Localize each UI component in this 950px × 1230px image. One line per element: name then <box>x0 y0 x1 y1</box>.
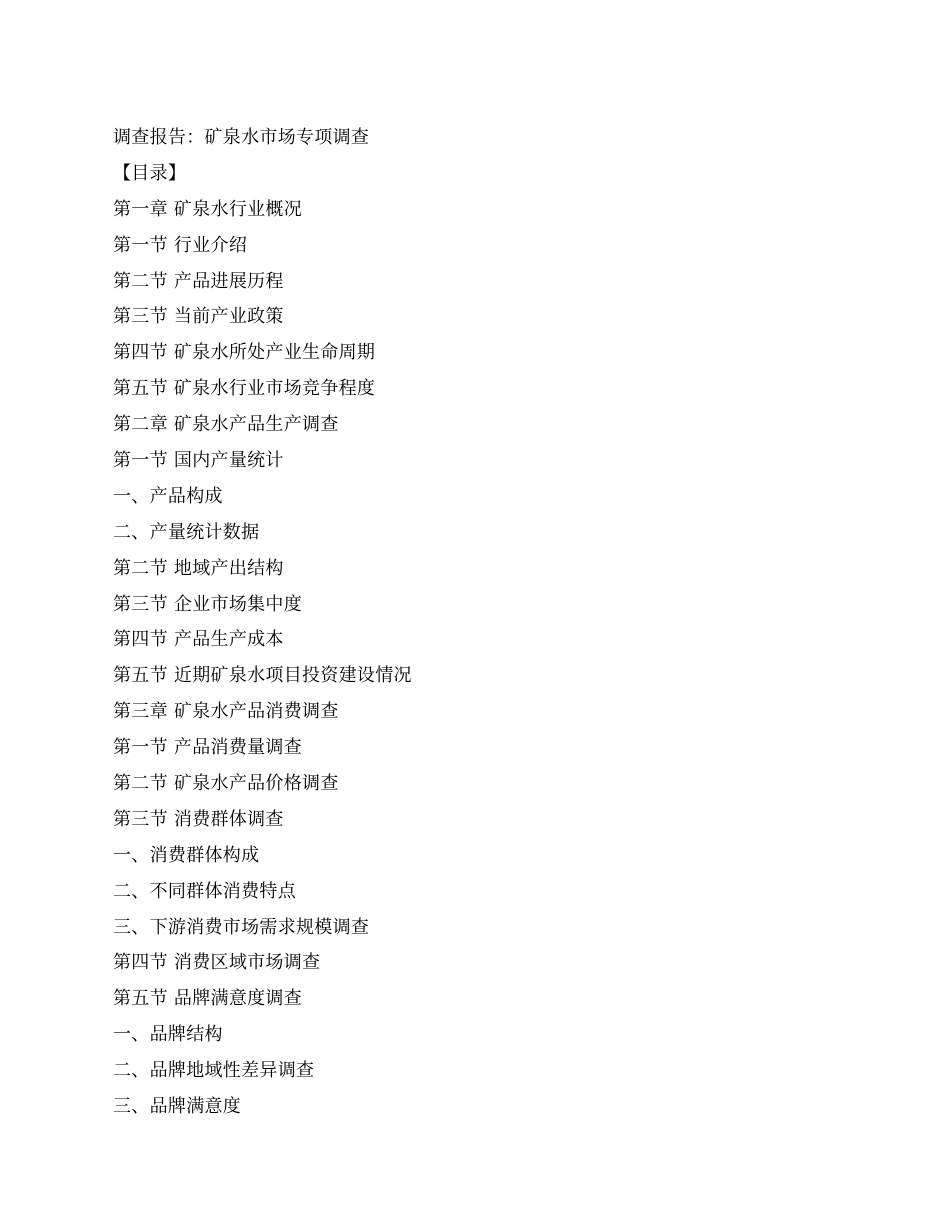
toc-item: 二、品牌地域性差异调查 <box>113 1060 315 1082</box>
toc-item: 第四节 消费区域市场调查 <box>113 952 321 974</box>
toc-item: 第二章 矿泉水产品生产调查 <box>113 414 339 436</box>
toc-item: 一、品牌结构 <box>113 1024 223 1046</box>
toc-item: 第四节 矿泉水所处产业生命周期 <box>113 342 376 364</box>
toc-heading: 【目录】 <box>113 162 187 184</box>
toc-item: 第四节 产品生产成本 <box>113 629 284 651</box>
toc-item: 第二节 产品进展历程 <box>113 270 284 292</box>
toc-item: 二、不同群体消费特点 <box>113 880 296 902</box>
document-content <box>113 120 873 1125</box>
toc-item: 一、产品构成 <box>113 485 223 507</box>
toc-item: 第二节 矿泉水产品价格调查 <box>113 773 339 795</box>
toc-item: 第二节 地域产出结构 <box>113 557 284 579</box>
toc-item: 第三章 矿泉水产品消费调查 <box>113 701 339 723</box>
toc-list <box>113 192 873 1125</box>
toc-item: 第五节 矿泉水行业市场竞争程度 <box>113 378 376 400</box>
toc-item: 第一节 产品消费量调查 <box>113 737 303 759</box>
toc-item: 第一节 国内产量统计 <box>113 450 284 472</box>
toc-item: 第一节 行业介绍 <box>113 234 248 256</box>
toc-item: 第三节 消费群体调查 <box>113 808 284 830</box>
toc-item: 第一章 矿泉水行业概况 <box>113 198 303 220</box>
toc-item: 三、品牌满意度 <box>113 1096 242 1118</box>
toc-item: 一、消费群体构成 <box>113 844 260 866</box>
toc-item: 二、产量统计数据 <box>113 521 260 543</box>
toc-item: 第三节 企业市场集中度 <box>113 593 303 615</box>
toc-item: 第五节 近期矿泉水项目投资建设情况 <box>113 665 412 687</box>
toc-item: 三、下游消费市场需求规模调查 <box>113 916 370 938</box>
toc-item: 第三节 当前产业政策 <box>113 306 284 328</box>
toc-item: 第五节 品牌满意度调查 <box>113 988 303 1010</box>
document-title: 调查报告：矿泉水市场专项调查 <box>113 127 370 148</box>
